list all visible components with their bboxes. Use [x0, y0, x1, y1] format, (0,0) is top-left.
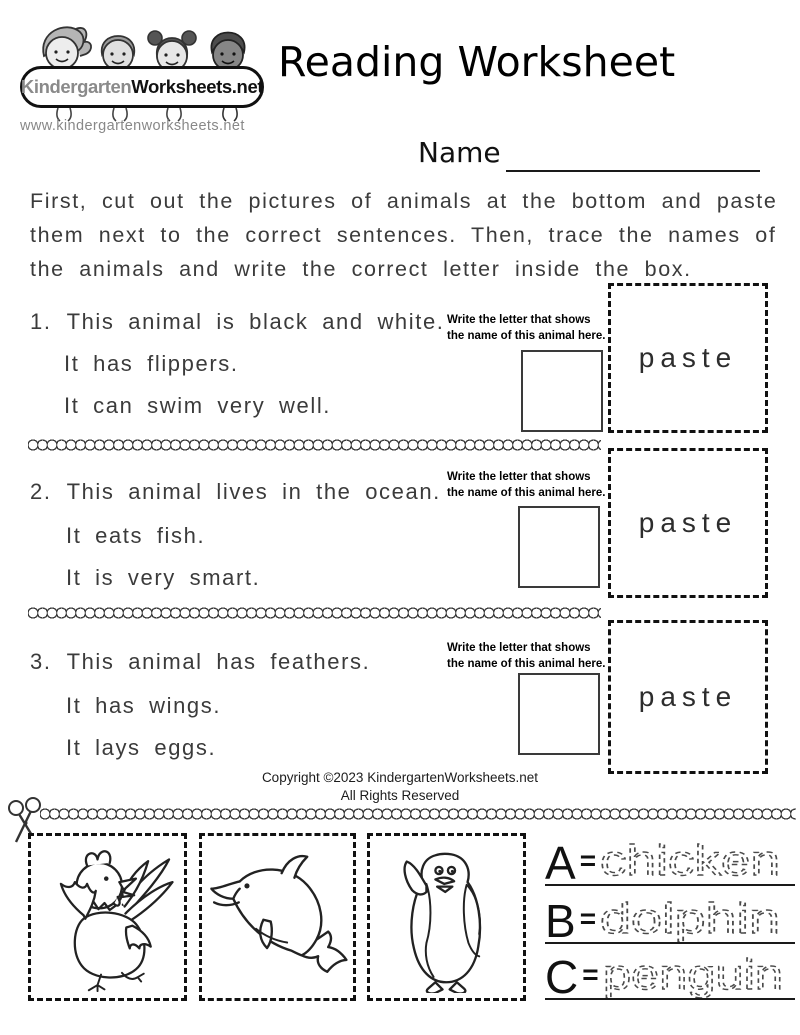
svg-text:chicken: chicken [600, 837, 781, 884]
answer-key-row-a [545, 836, 795, 889]
cutout-card-penguin [367, 833, 526, 1001]
chicken-image [34, 842, 182, 992]
paste-box-3: paste [608, 620, 768, 774]
logo-brand-first: Kindergarten [20, 76, 132, 97]
paste-box-1: paste [608, 283, 768, 433]
answer-letter-box-2 [518, 506, 600, 588]
question-2-line-1: 2. This animal lives in the ocean. [30, 479, 441, 504]
logo-url: www.kindergartenworksheets.net [20, 118, 245, 134]
cut-line-chain [40, 806, 796, 822]
question-2-line-3: It is very smart. [66, 565, 261, 590]
answer-key-letter-a: A [545, 836, 576, 889]
penguin-image [377, 841, 517, 993]
svg-text:penguin: penguin [602, 951, 783, 998]
trace-word-chicken [599, 836, 785, 884]
answer-letter-box-3 [518, 673, 600, 755]
answer-key-letter-b: B [545, 894, 576, 947]
cutout-card-chicken [28, 833, 187, 1001]
trace-word-penguin [602, 950, 788, 998]
logo-banner [20, 66, 264, 108]
name-blank-line [506, 170, 760, 172]
svg-text:dolphin: dolphin [600, 895, 781, 942]
kindergartenworksheets-logo [20, 16, 280, 138]
trace-word-dolphin [599, 894, 785, 942]
answer-key-letter-c: C [545, 950, 579, 1003]
paste-box-2: paste [608, 448, 768, 598]
question-1-line-2: It has flippers. [64, 351, 239, 376]
page-title: Reading Worksheet [278, 38, 676, 86]
question-3-line-1: 3. This animal has feathers. [30, 649, 371, 674]
equals-sign: = [579, 845, 597, 876]
logo-brand-second: Worksheets.net [131, 76, 264, 97]
answer-letter-box-1 [521, 350, 603, 432]
cutout-card-dolphin [199, 833, 356, 1001]
question-1-line-1: 1. This animal is black and white. [30, 309, 445, 334]
dolphin-image [205, 847, 351, 987]
instructions-text: First, cut out the pictures of animals at the bottom and paste them next to the correct sentences. Then, trace the names of the animals and write the correct letter inside the box. [30, 189, 778, 281]
write-letter-hint-3: Write the letter that shows the name of this animal here. [447, 642, 606, 670]
write-letter-hint-2: Write the letter that shows the name of this animal here. [447, 471, 606, 499]
question-1-line-3: It can swim very well. [64, 393, 332, 418]
write-letter-hint-1: Write the letter that shows the name of this animal here. [447, 314, 606, 342]
name-label: Name [418, 136, 501, 169]
question-3-line-3: It lays eggs. [66, 735, 217, 760]
answer-key-row-b [545, 894, 795, 947]
answer-key-row-c [545, 950, 795, 1003]
question-2-line-2: It eats fish. [66, 523, 206, 548]
copyright-notice: Copyright ©2023 KindergartenWorksheets.net All Rights Reserved [261, 770, 539, 803]
equals-sign: = [579, 903, 597, 934]
divider-chain-2 [28, 605, 601, 621]
divider-chain-1 [28, 437, 601, 453]
question-3-line-2: It has wings. [66, 693, 222, 718]
equals-sign: = [582, 959, 599, 990]
